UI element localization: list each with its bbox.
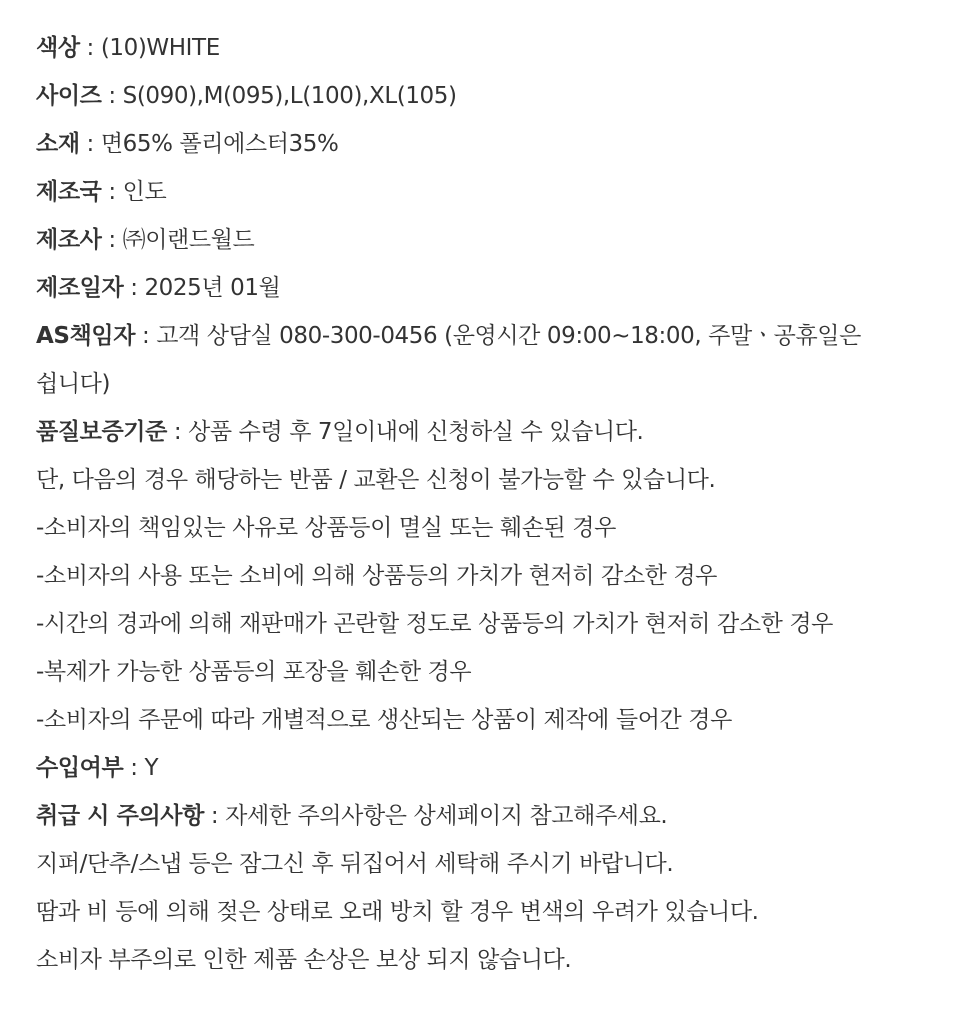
spec-material: 소재 : 면65% 폴리에스터35% xyxy=(36,131,339,157)
spec-value: ㈜이랜드월드 xyxy=(122,227,255,253)
care-note: 땀과 비 등에 의해 젖은 상태로 오래 방치 할 경우 변색의 우려가 있습니다. xyxy=(36,899,759,925)
spec-value: 자세한 주의사항은 상세페이지 참고해주세요. xyxy=(225,803,668,829)
spec-color: 색상 : (10)WHITE xyxy=(36,35,220,61)
spec-manufacturer: 제조사 : ㈜이랜드월드 xyxy=(36,227,255,253)
spec-label: 제조일자 xyxy=(36,275,124,301)
spec-label: 색상 xyxy=(36,35,80,61)
quality-note: -소비자의 사용 또는 소비에 의해 상품등의 가치가 현저히 감소한 경우 xyxy=(36,563,718,589)
care-note: 소비자 부주의로 인한 제품 손상은 보상 되지 않습니다. xyxy=(36,947,572,973)
spec-value: S(090),M(095),L(100),XL(105) xyxy=(122,83,457,109)
spec-label: 사이즈 xyxy=(36,83,102,109)
spec-value: 면65% 폴리에스터35% xyxy=(100,131,339,157)
spec-label: 소재 xyxy=(36,131,80,157)
spec-value: 고객 상담실 080-300-0456 (운영시간 09:00~18:00, 주말ㆍ공휴일은 쉽니다) xyxy=(36,323,861,397)
spec-value: Y xyxy=(144,755,159,781)
spec-care: 취급 시 주의사항 : 자세한 주의사항은 상세페이지 참고해주세요. xyxy=(36,803,668,829)
spec-value: 인도 xyxy=(122,179,167,205)
spec-label: 취급 시 주의사항 xyxy=(36,803,204,829)
spec-value: (10)WHITE xyxy=(100,35,220,61)
quality-note: -소비자의 책임있는 사유로 상품등이 멸실 또는 훼손된 경우 xyxy=(36,515,616,541)
spec-manufacture-date: 제조일자 : 2025년 01월 xyxy=(36,275,281,301)
spec-label: 제조국 xyxy=(36,179,102,205)
spec-import: 수입여부 : Y xyxy=(36,755,159,781)
spec-country: 제조국 : 인도 xyxy=(36,179,167,205)
spec-quality-standard: 품질보증기준 : 상품 수령 후 7일이내에 신청하실 수 있습니다. xyxy=(36,419,644,445)
quality-note: 단, 다음의 경우 해당하는 반품 / 교환은 신청이 불가능할 수 있습니다. xyxy=(36,467,716,493)
spec-label: AS책임자 xyxy=(36,323,136,349)
spec-as-manager: AS책임자 : 고객 상담실 080-300-0456 (운영시간 09:00~18:00, 주말ㆍ공휴일은 쉽니다) xyxy=(36,323,861,397)
quality-note: -소비자의 주문에 따라 개별적으로 생산되는 상품이 제작에 들어간 경우 xyxy=(36,707,732,733)
spec-size: 사이즈 : S(090),M(095),L(100),XL(105) xyxy=(36,83,457,109)
spec-label: 제조사 xyxy=(36,227,102,253)
spec-label: 품질보증기준 xyxy=(36,419,167,445)
spec-value: 2025년 01월 xyxy=(144,275,281,301)
spec-value: 상품 수령 후 7일이내에 신청하실 수 있습니다. xyxy=(188,419,644,445)
quality-note: -복제가 가능한 상품등의 포장을 훼손한 경우 xyxy=(36,659,472,685)
quality-note: -시간의 경과에 의해 재판매가 곤란할 정도로 상품등의 가치가 현저히 감소한 경우 xyxy=(36,611,834,637)
care-note: 지퍼/단추/스냅 등은 잠그신 후 뒤집어서 세탁해 주시기 바랍니다. xyxy=(36,851,674,877)
spec-label: 수입여부 xyxy=(36,755,124,781)
